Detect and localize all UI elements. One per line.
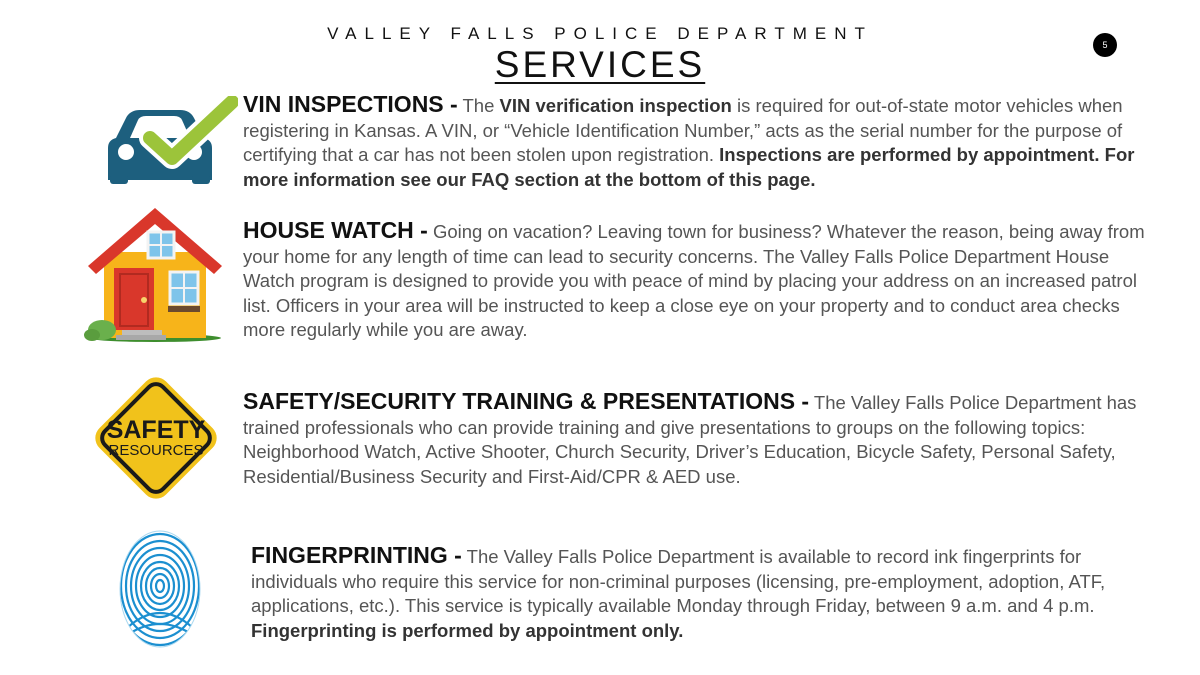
car-check-icon	[100, 96, 238, 188]
safety-sign-icon	[82, 364, 230, 512]
fingerprinting-section: FINGERPRINTING - The Valley Falls Police Department is available to record ink fingerprints for individuals who require this service for non-criminal purposes (licensing, pre-employment, adoption, ATF, applications, etc.). This service is typically available Monday through Friday, between 9 a.m. and 4 p.m. Fingerprinting is performed by appointment only.	[251, 542, 1106, 641]
house-watch-heading: HOUSE WATCH -	[243, 217, 428, 243]
house-watch-section: HOUSE WATCH - Going on vacation? Leaving town for business? Whatever the reason, being away from your home for any length of time can lead to security concerns. The Valley Falls Police Department House Watch program is designed to provide you with peace of mind by placing your address on an increased patrol list. Officers in your area will be instructed to keep a close eye on your property and to conduct area checks more regularly while you are away.	[243, 217, 1145, 340]
fingerprint-icon	[117, 528, 203, 650]
safety-training-section: SAFETY/SECURITY TRAINING & PRESENTATIONS - The Valley Falls Police Department has trained professionals who can provide training and give presentations to groups on the following topics: Neighborhood Watch, Active Shooter, Church Security, Driver’s Education, Bicycle Safety, Personal Safety, Residential/Business Security and First-Aid/CPR & AED use.	[243, 388, 1137, 487]
vin-heading: VIN INSPECTIONS -	[243, 91, 458, 117]
fingerprinting-heading: FINGERPRINTING -	[251, 542, 462, 568]
page-number-badge: 5	[1093, 33, 1117, 57]
page-title: SERVICES	[494, 44, 706, 85]
safety-sign-line1: SAFETY	[106, 416, 206, 444]
safety-heading: SAFETY/SECURITY TRAINING & PRESENTATIONS -	[243, 388, 810, 414]
vin-inspections-section: VIN INSPECTIONS - The VIN verification inspection is required for out-of-state motor vehicles when registering in Kansas. A VIN, or “Vehicle Identification Number,” acts as the serial number for the purpose of certifying that a car has not been stolen upon registration. Inspections are performed by appointment. For more information see our FAQ section at the bottom of this page.	[243, 91, 1135, 190]
house-icon	[84, 202, 226, 344]
department-name: VALLEY FALLS POLICE DEPARTMENT	[327, 24, 873, 43]
safety-sign-line2: RESOURCES	[108, 442, 204, 459]
